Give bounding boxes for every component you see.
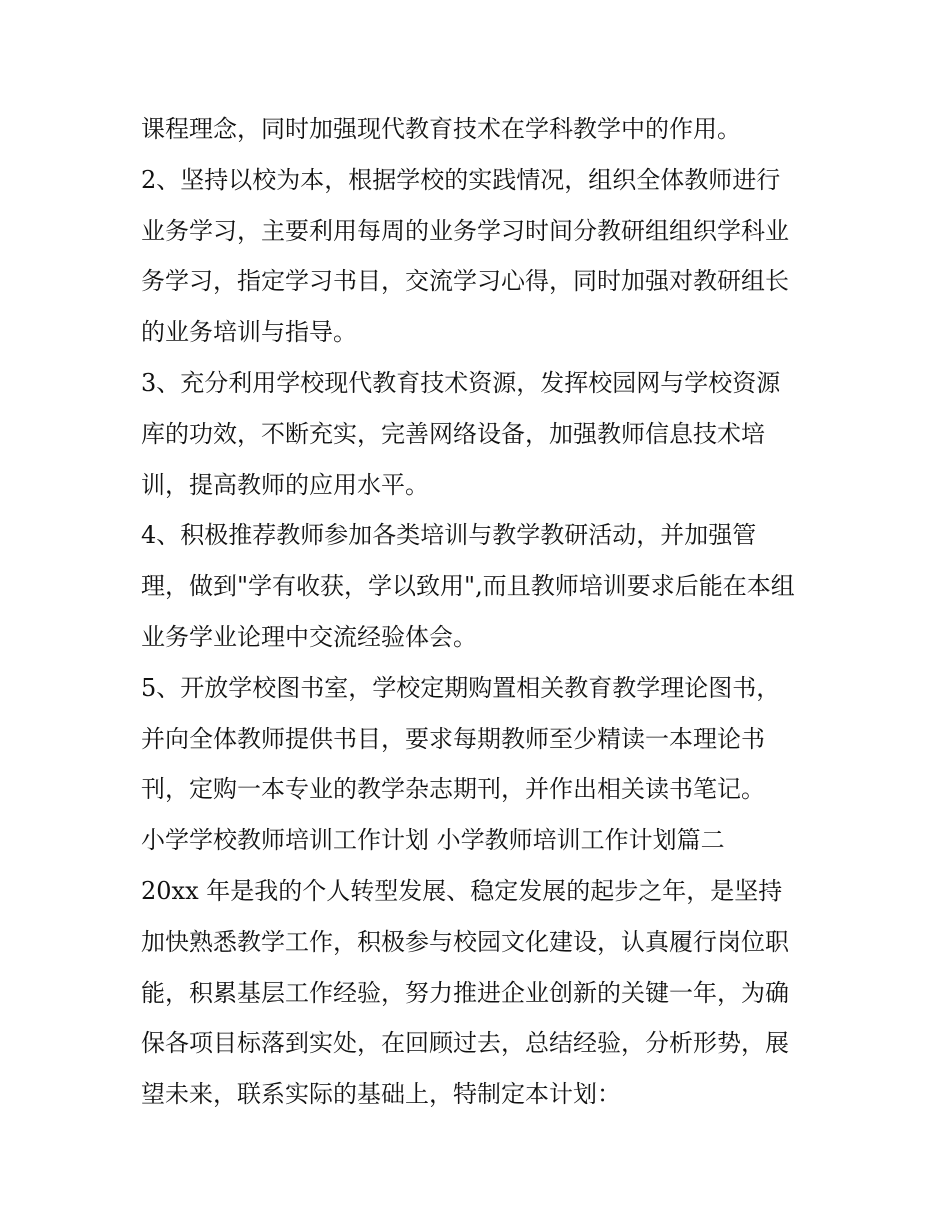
text-line: 刊，定购一本专业的教学杂志期刊，并作出相关读书笔记。 <box>141 775 765 804</box>
text-line: 保各项目标落到实处，在回顾过去，总结经验，分析形势，展 <box>141 1029 789 1058</box>
text-line: 业务学习，主要利用每周的业务学习时间分教研组组织学科业 <box>141 216 789 245</box>
text-line: 务学习，指定学习书目，交流学习心得，同时加强对教研组长 <box>141 267 789 296</box>
text-line: 理，做到"学有收获，学以致用",而且教师培训要求后能在本组 <box>141 572 795 601</box>
text-line: 的业务培训与指导。 <box>141 318 357 347</box>
text-line: 20xx 年是我的个人转型发展、稳定发展的起步之年，是坚持 <box>141 876 783 905</box>
text-line: 课程理念，同时加强现代教育技术在学科教学中的作用。 <box>141 115 741 143</box>
text-line: 2、坚持以校为本，根据学校的实践情况，组织全体教师进行 <box>141 165 781 194</box>
text-line: 能，积累基层工作经验，努力推进企业创新的关键一年，为确 <box>141 978 789 1007</box>
section-title: 小学学校教师培训工作计划 小学教师培训工作计划篇二 <box>141 826 725 855</box>
text-line: 库的功效，不断充实，完善网络设备，加强教师信息技术培 <box>141 419 765 448</box>
text-line: 4、积极推荐教师参加各类培训与教学教研活动，并加强管 <box>141 521 757 550</box>
text-line: 业务学业论理中交流经验体会。 <box>141 622 477 651</box>
text-line: 训，提高教师的应用水平。 <box>141 470 429 499</box>
text-line: 并向全体教师提供书目，要求每期教师至少精读一本理论书 <box>141 724 765 753</box>
text-line: 5、开放学校图书室，学校定期购置相关教育教学理论图书， <box>141 673 781 702</box>
text-line: 加快熟悉教学工作，积极参与校园文化建设，认真履行岗位职 <box>141 927 789 956</box>
document-body <box>141 104 821 1120</box>
text-line: 望未来，联系实际的基础上，特制定本计划： <box>141 1080 621 1109</box>
text-line: 3、充分利用学校现代教育技术资源，发挥校园网与学校资源 <box>141 368 781 397</box>
